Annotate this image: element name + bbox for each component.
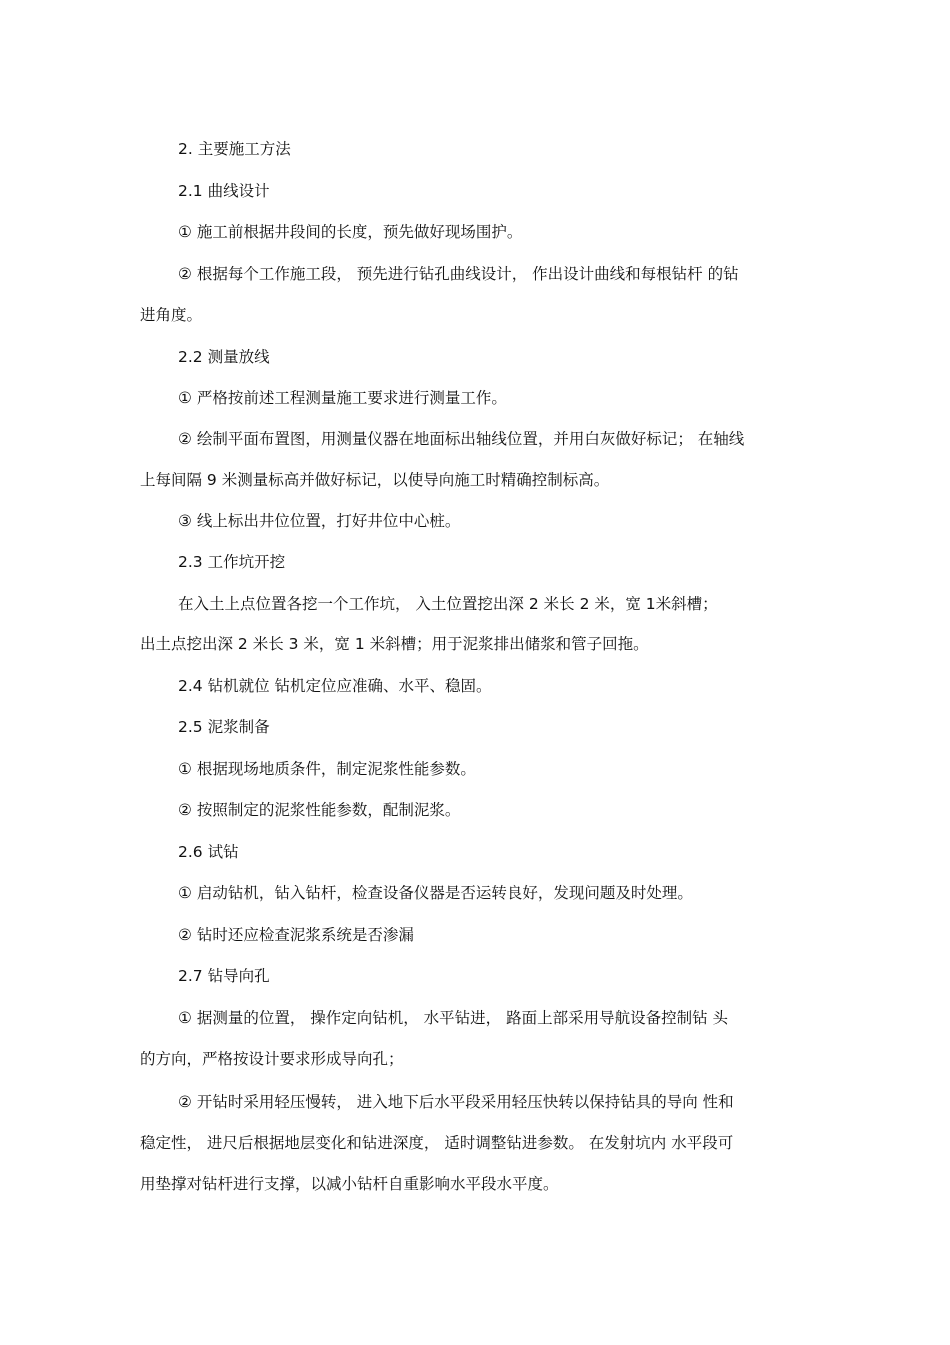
- paragraph-line: ② 开钻时采用轻压慢转， 进入地下后水平段采用轻压快转以保持钻具的导向 性和: [178, 1093, 734, 1111]
- section-heading: 2. 主要施工方法: [178, 140, 291, 158]
- paragraph-line: ① 据测量的位置， 操作定向钻机， 水平钻进， 路面上部采用导航设备控制钻 头: [178, 1009, 729, 1027]
- paragraph-line: 的方向，严格按设计要求形成导向孔；: [140, 1050, 404, 1068]
- paragraph-line: 上每间隔 9 米测量标高并做好标记，以使导向施工时精确控制标高。: [140, 471, 610, 489]
- paragraph-line: ① 施工前根据井段间的长度，预先做好现场围护。: [178, 223, 523, 241]
- subsection-heading: 2.3 工作坑开挖: [178, 553, 286, 571]
- paragraph-line: ① 启动钻机，钻入钻杆，检查设备仪器是否运转良好，发现问题及时处理。: [178, 884, 693, 902]
- paragraph-line: 稳定性， 进尺后根据地层变化和钻进深度， 适时调整钻进参数。 在发射坑内 水平段可: [140, 1134, 734, 1152]
- subsection-heading: 2.7 钻导向孔: [178, 967, 270, 985]
- paragraph-line: 用垫撑对钻杆进行支撑，以减小钻杆自重影响水平段水平度。: [140, 1175, 559, 1193]
- paragraph-line: ② 根据每个工作施工段， 预先进行钻孔曲线设计， 作出设计曲线和每根钻杆 的钻: [178, 265, 739, 283]
- paragraph-line: ① 根据现场地质条件，制定泥浆性能参数。: [178, 760, 476, 778]
- subsection-heading: 2.2 测量放线: [178, 348, 270, 366]
- subsection-heading: 2.1 曲线设计: [178, 182, 270, 200]
- subsection-heading: 2.6 试钻: [178, 843, 239, 861]
- paragraph-line: 出土点挖出深 2 米长 3 米，宽 1 米斜槽；用于泥浆排出储浆和管子回拖。: [140, 635, 649, 653]
- paragraph-line: ① 严格按前述工程测量施工要求进行测量工作。: [178, 389, 507, 407]
- subsection-heading: 2.4 钻机就位 钻机定位应准确、水平、稳固。: [178, 677, 492, 695]
- paragraph-line: ② 按照制定的泥浆性能参数，配制泥浆。: [178, 801, 461, 819]
- paragraph-line: ③ 线上标出井位位置，打好井位中心桩。: [178, 512, 461, 530]
- paragraph-line: 在入土上点位置各挖一个工作坑， 入土位置挖出深 2 米长 2 米，宽 1米斜槽；: [178, 595, 718, 613]
- paragraph-line: ② 钻时还应检查泥浆系统是否渗漏: [178, 926, 414, 944]
- subsection-heading: 2.5 泥浆制备: [178, 718, 270, 736]
- paragraph-line: ② 绘制平面布置图，用测量仪器在地面标出轴线位置，并用白灰做好标记； 在轴线: [178, 430, 745, 448]
- paragraph-line: 进角度。: [140, 306, 203, 324]
